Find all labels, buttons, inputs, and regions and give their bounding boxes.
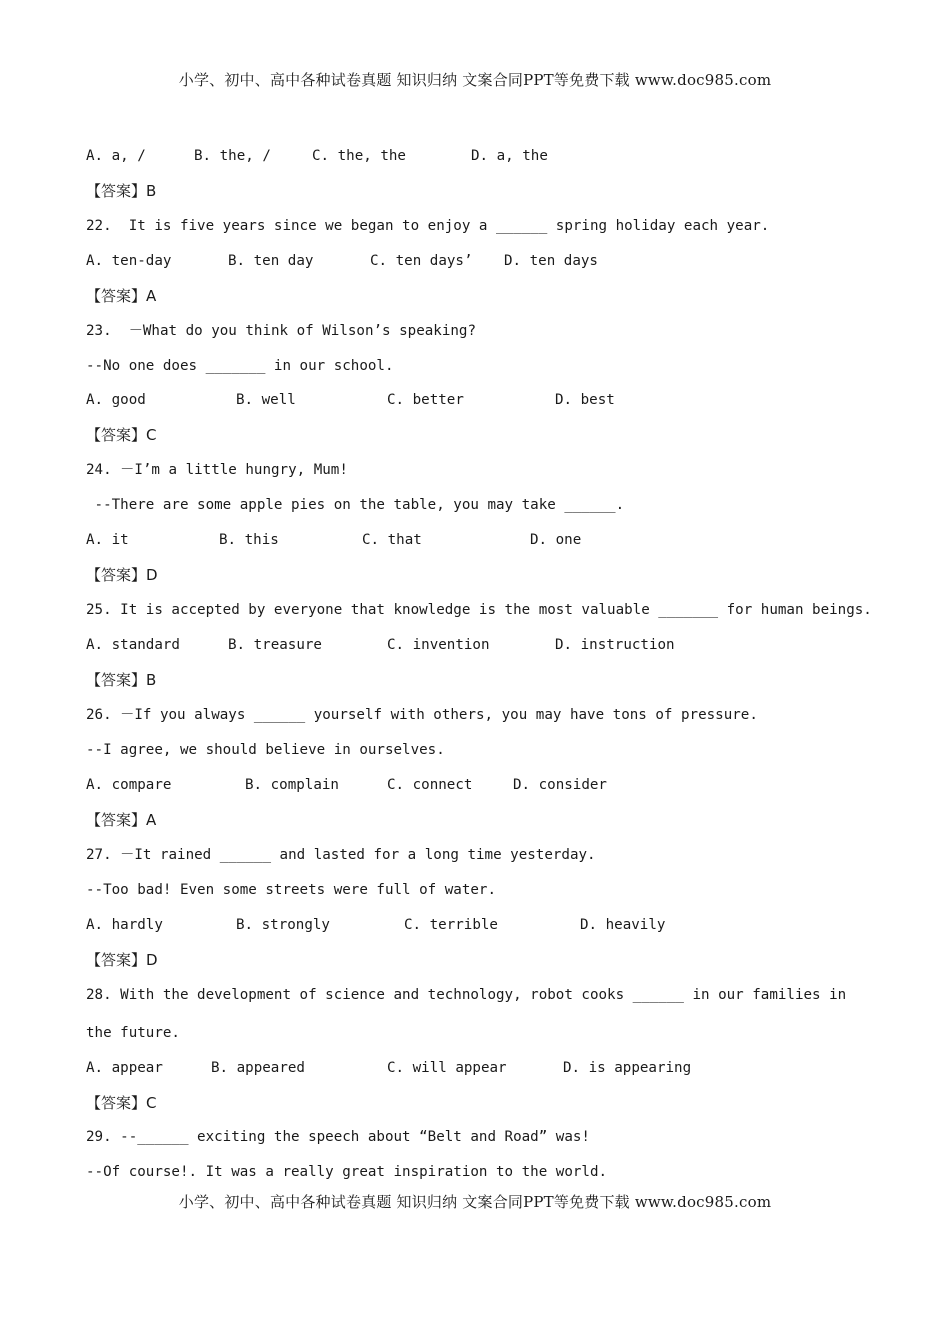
q21-option-b: B. the, / bbox=[194, 148, 271, 164]
q26-option-a: A. compare bbox=[86, 777, 172, 793]
page-footer: 小学、初中、高中各种试卷真题 知识归纳 文案合同PPT等免费下载 www.doc985.com bbox=[178, 1193, 772, 1211]
q26-answer: 【答案】A bbox=[86, 811, 157, 829]
q25-option-c: C. invention bbox=[387, 637, 490, 653]
q29-stem: 29. --______ exciting the speech about “Belt and Road” was! bbox=[86, 1129, 590, 1145]
q22-answer: 【答案】A bbox=[86, 287, 157, 305]
q26-option-b: B. complain bbox=[245, 777, 339, 793]
page-header: 小学、初中、高中各种试卷真题 知识归纳 文案合同PPT等免费下载 www.doc985.com bbox=[178, 71, 772, 89]
q24-reply: --There are some apple pies on the table, you may take ______. bbox=[86, 497, 625, 513]
q28-stem: 28. With the development of science and technology, robot cooks ______ in our families in bbox=[86, 987, 847, 1003]
q26-option-c: C. connect bbox=[387, 777, 473, 793]
q22-option-c: C. ten days’ bbox=[370, 253, 473, 269]
q23-option-d: D. best bbox=[555, 392, 615, 408]
q25-option-a: A. standard bbox=[86, 637, 180, 653]
q22-option-a: A. ten-day bbox=[86, 253, 172, 269]
q24-option-d: D. one bbox=[530, 532, 582, 548]
q26-stem: 26. －If you always ______ yourself with others, you may have tons of pressure. bbox=[86, 707, 758, 723]
q24-answer: 【答案】D bbox=[86, 566, 158, 584]
q27-option-a: A. hardly bbox=[86, 917, 163, 933]
q26-option-d: D. consider bbox=[513, 777, 607, 793]
q21-answer: 【答案】B bbox=[86, 182, 157, 200]
q23-option-a: A. good bbox=[86, 392, 146, 408]
q21-option-a: A. a, / bbox=[86, 148, 146, 164]
q22-option-b: B. ten day bbox=[228, 253, 314, 269]
q25-answer: 【答案】B bbox=[86, 671, 157, 689]
q27-answer: 【答案】D bbox=[86, 951, 158, 969]
q27-option-d: D. heavily bbox=[580, 917, 666, 933]
q25-option-d: D. instruction bbox=[555, 637, 675, 653]
q24-option-b: B. this bbox=[219, 532, 279, 548]
q28-option-d: D. is appearing bbox=[563, 1060, 692, 1076]
q27-stem: 27. －It rained ______ and lasted for a long time yesterday. bbox=[86, 847, 596, 863]
q24-option-a: A. it bbox=[86, 532, 129, 548]
q22-stem: 22. It is five years since we began to enjoy a ______ spring holiday each year. bbox=[86, 218, 770, 234]
q23-answer: 【答案】C bbox=[86, 426, 157, 444]
q23-option-c: C. better bbox=[387, 392, 464, 408]
q27-option-c: C. terrible bbox=[404, 917, 498, 933]
q25-option-b: B. treasure bbox=[228, 637, 322, 653]
q28-answer: 【答案】C bbox=[86, 1094, 157, 1112]
q29-reply: --Of course!. It was a really great inspiration to the world. bbox=[86, 1164, 608, 1180]
q21-option-c: C. the, the bbox=[312, 148, 406, 164]
q26-reply: --I agree, we should believe in ourselves. bbox=[86, 742, 445, 758]
q27-option-b: B. strongly bbox=[236, 917, 330, 933]
q23-reply: --No one does _______ in our school. bbox=[86, 358, 394, 374]
q25-stem: 25. It is accepted by everyone that knowledge is the most valuable _______ for human beings. bbox=[86, 602, 872, 618]
q24-stem: 24. －I’m a little hungry, Mum! bbox=[86, 462, 348, 478]
q28-option-c: C. will appear bbox=[387, 1060, 507, 1076]
q24-option-c: C. that bbox=[362, 532, 422, 548]
q23-option-b: B. well bbox=[236, 392, 296, 408]
q28-stem-continued: the future. bbox=[86, 1025, 180, 1041]
q28-option-b: B. appeared bbox=[211, 1060, 305, 1076]
q27-reply: --Too bad! Even some streets were full of water. bbox=[86, 882, 496, 898]
q21-option-d: D. a, the bbox=[471, 148, 548, 164]
q23-stem: 23. －What do you think of Wilson’s speaking? bbox=[86, 323, 477, 339]
q28-option-a: A. appear bbox=[86, 1060, 163, 1076]
q22-option-d: D. ten days bbox=[504, 253, 598, 269]
